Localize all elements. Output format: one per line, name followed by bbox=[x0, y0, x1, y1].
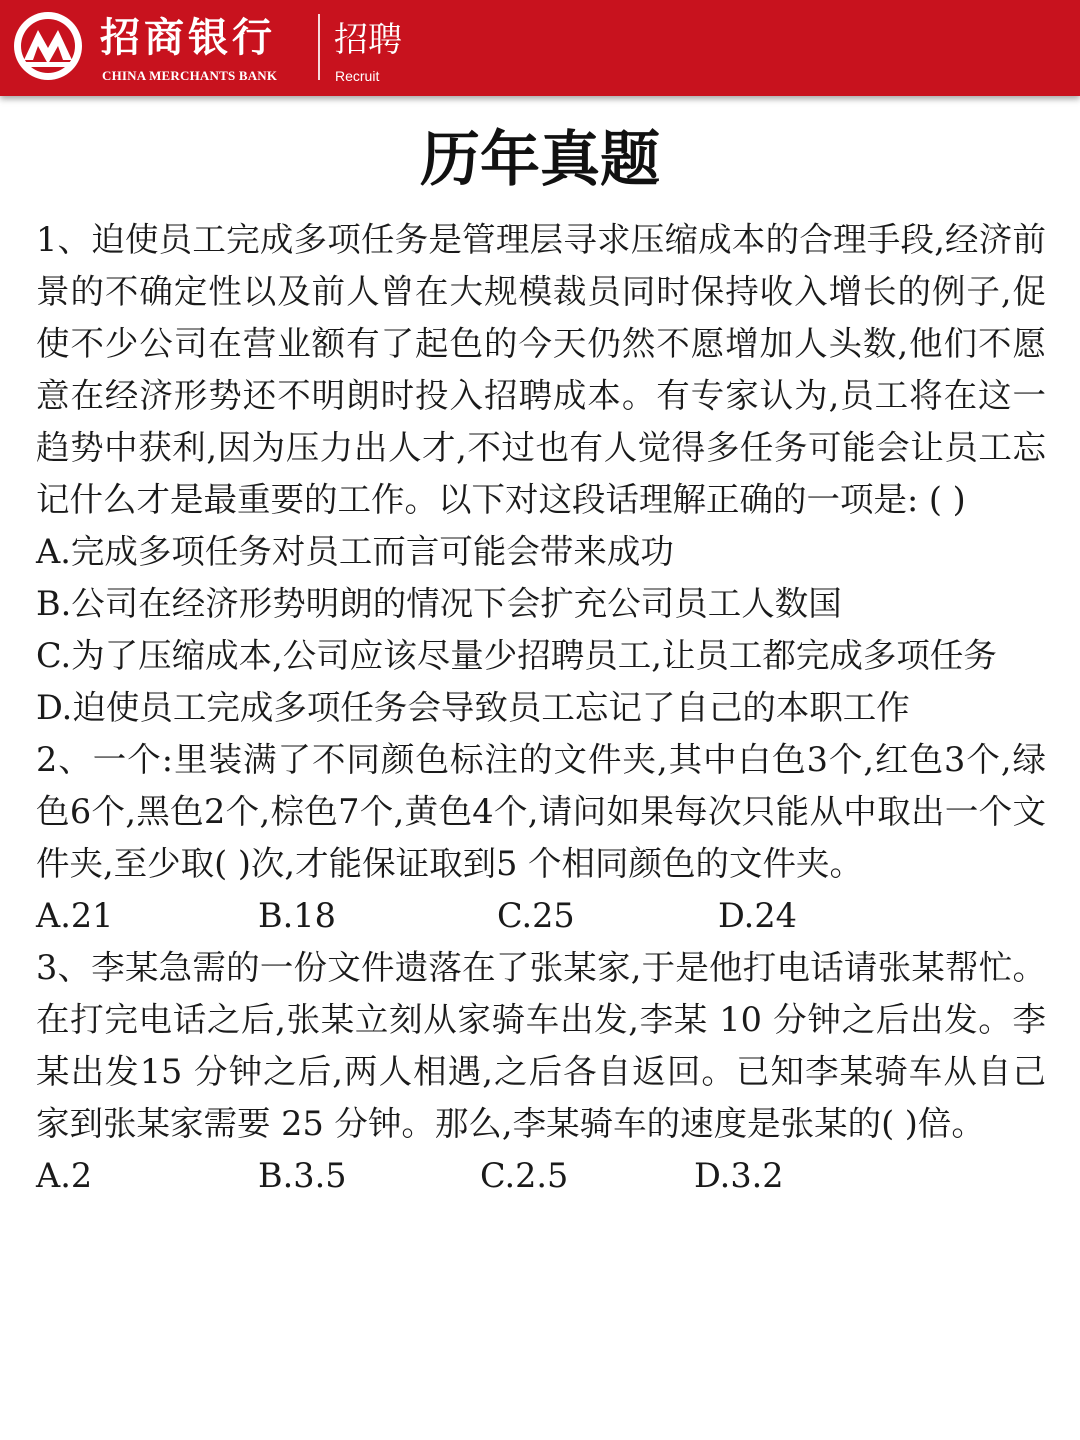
option-a: A.2 bbox=[36, 1156, 93, 1195]
option-a: A.21 bbox=[36, 896, 114, 935]
page-title: 历年真题 bbox=[420, 125, 660, 195]
option-b: B.18 bbox=[258, 896, 336, 935]
section-label-english: Recruit bbox=[335, 68, 380, 84]
question-text: 1、迫使员工完成多项任务是管理层寻求压缩成本的合理手段,经济前景的不确定性以及前人曾在大规模裁员同时保持收入增长的例子,促使不少公司在营业额有了起色的今天仍然不愿增加人头数,他们不愿意在经济形势还不明朗时投入招聘成本。有专家认为,员工将在这一趋势中获利,因为压力出人才,不过也有人觉得多任务可能会让员工忘记什么才是最重要的工作。以下对这段话理解正确的一项是: ( ) bbox=[36, 220, 1046, 519]
option-c: C.2.5 bbox=[480, 1156, 569, 1195]
question-3 bbox=[36, 942, 1046, 1202]
option-d: D.迫使员工完成多项任务会导致员工忘记了自己的本职工作 bbox=[36, 688, 910, 727]
header-bar bbox=[0, 0, 1080, 96]
question-list bbox=[36, 214, 1046, 1202]
header-divider bbox=[318, 14, 320, 80]
option-b: B.公司在经济形势明朗的情况下会扩充公司员工人数国 bbox=[36, 584, 842, 623]
question-text: 3、李某急需的一份文件遗落在了张某家,于是他打电话请张某帮忙。在打完电话之后,张某立刻从家骑车出发,李某 10 分钟之后出发。李某出发15 分钟之后,两人相遇,之后各自返回。已知李某骑车从自己家到张某家需要 25 分钟。那么,李某骑车的速度是张某的( )倍。 bbox=[36, 948, 1046, 1143]
option-a: A.完成多项任务对员工而言可能会带来成功 bbox=[36, 532, 674, 571]
question-2 bbox=[36, 734, 1046, 942]
option-c: C.为了压缩成本,公司应该尽量少招聘员工,让员工都完成多项任务 bbox=[36, 636, 997, 675]
option-d: D.3.2 bbox=[694, 1156, 784, 1195]
option-b: B.3.5 bbox=[258, 1156, 347, 1195]
question-text: 2、一个:里装满了不同颜色标注的文件夹,其中白色3个,红色3个,绿色6个,黑色2个,棕色7个,黄色4个,请问如果每次只能从中取出一个文件夹,至少取( )次,才能保证取到5 个相同颜色的文件夹。 bbox=[36, 740, 1046, 883]
option-c: C.25 bbox=[497, 896, 575, 935]
section-label: 招聘 bbox=[334, 20, 402, 60]
bank-name: 招商银行 bbox=[100, 15, 276, 61]
option-row bbox=[36, 890, 1046, 942]
bank-name-english: CHINA MERCHANTS BANK bbox=[102, 68, 278, 83]
question-1 bbox=[36, 214, 1046, 734]
option-row bbox=[36, 1150, 1046, 1202]
cmb-logo-icon bbox=[12, 10, 84, 82]
option-d: D.24 bbox=[718, 896, 797, 935]
